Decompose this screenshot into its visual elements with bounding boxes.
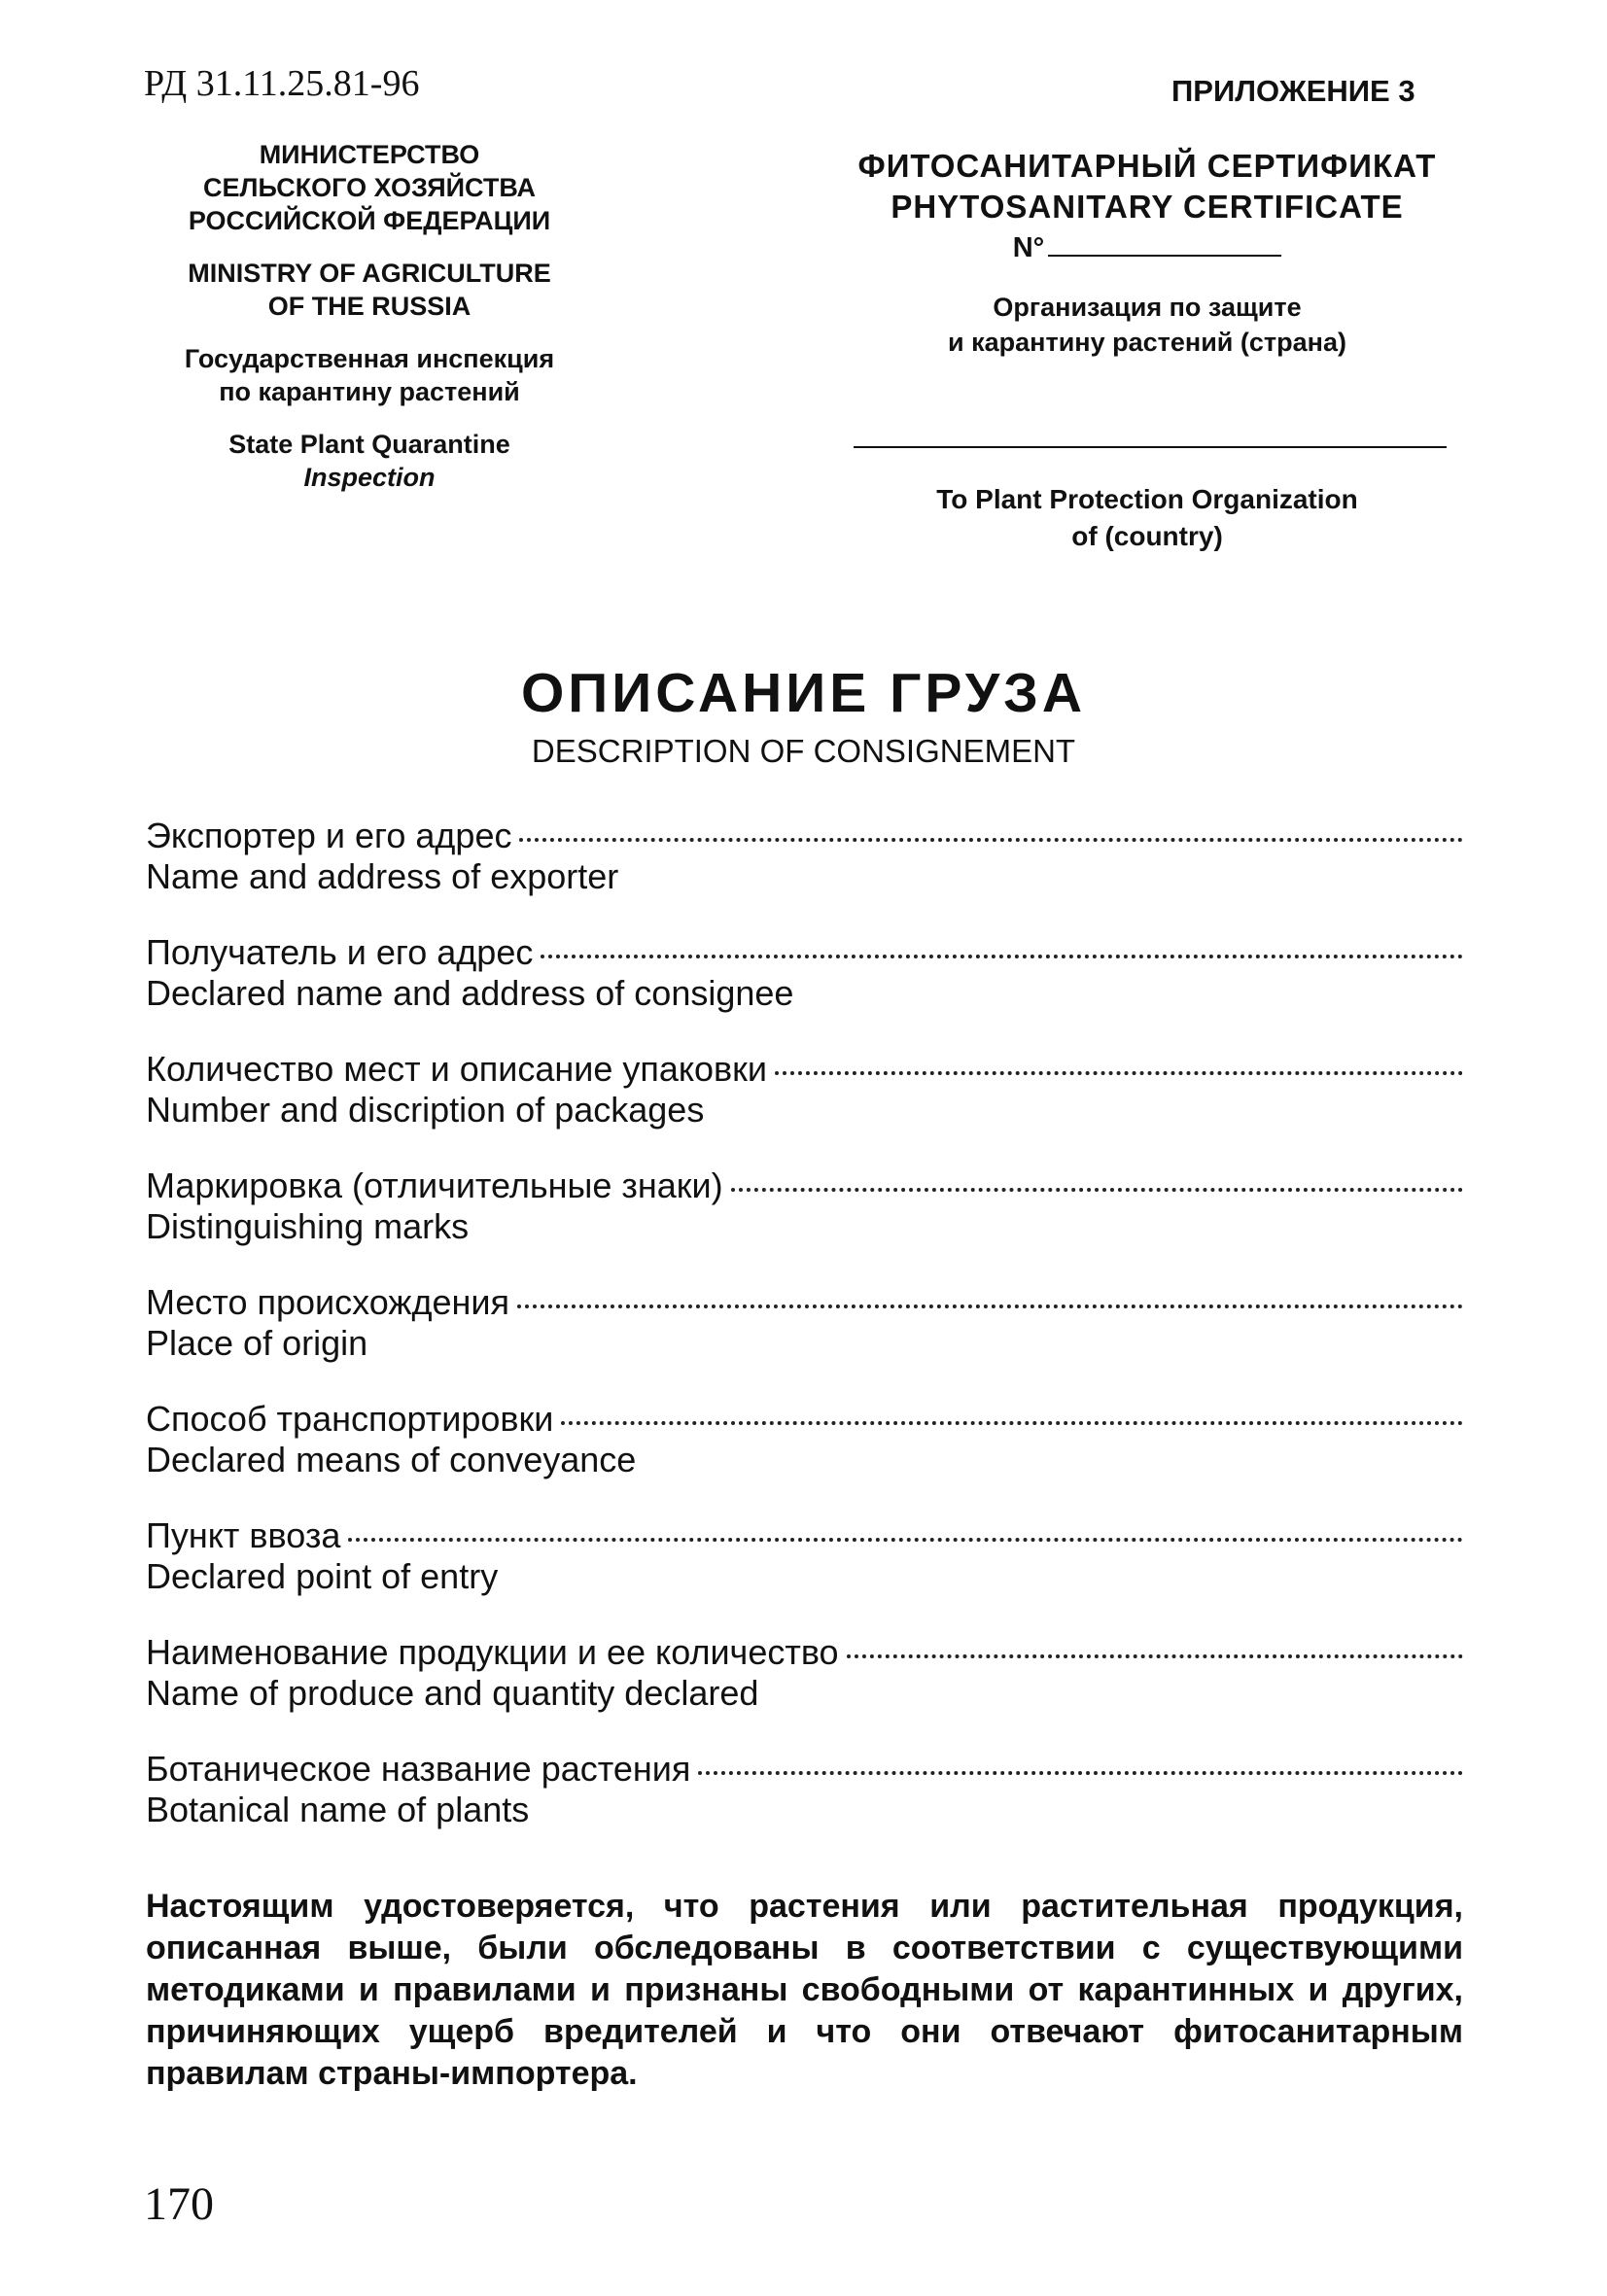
field-label-ru: Количество мест и описание упаковки xyxy=(146,1049,768,1089)
field-label-en: Place of origin xyxy=(146,1323,368,1363)
ministry-ru-line: СЕЛЬСКОГО ХОЗЯЙСТВА xyxy=(203,173,536,202)
consignment-fields xyxy=(146,815,1463,1864)
inspection-ru-line: по карантину растений xyxy=(219,377,520,406)
certificate-header xyxy=(826,146,1468,360)
field-label-en: Declared means of conveyance xyxy=(146,1440,637,1479)
page-number: 170 xyxy=(144,2178,214,2230)
field-label-ru: Экспортер и его адрес xyxy=(146,816,512,855)
field-label-en: Distinguishing marks xyxy=(146,1206,470,1246)
fill-in-line[interactable] xyxy=(348,1538,1463,1542)
organization-en-line: To Plant Protection Organization xyxy=(936,484,1358,514)
ministry-ru xyxy=(126,138,612,237)
ministry-en-line: OF THE RUSSIA xyxy=(267,292,472,321)
inspection-en xyxy=(126,428,612,494)
field-label-ru: Способ транспортировки xyxy=(146,1399,554,1439)
fill-in-line[interactable] xyxy=(698,1771,1463,1775)
field-conveyance xyxy=(146,1398,1463,1479)
organization-ru-line: Организация по защите xyxy=(993,293,1302,322)
certificate-title-ru: ФИТОСАНИТАРНЫЙ СЕРТИФИКАТ xyxy=(857,148,1437,184)
organization-ru xyxy=(826,290,1468,360)
field-label-ru: Получатель и его адрес xyxy=(146,932,534,972)
field-label-en: Declared name and address of consignee xyxy=(146,973,794,1013)
field-label-ru: Маркировка (отличительные знаки) xyxy=(146,1165,723,1205)
inspection-en-line: Inspection xyxy=(303,463,436,492)
field-exporter xyxy=(146,815,1463,896)
number-label: N° xyxy=(1012,232,1045,263)
section-subtitle: DESCRIPTION OF CONSIGNEMENT xyxy=(531,733,1076,769)
fill-in-line[interactable] xyxy=(847,1654,1463,1658)
ministry-ru-line: РОССИЙСКОЙ ФЕДЕРАЦИИ xyxy=(188,206,551,235)
field-label-en: Number and discription of packages xyxy=(146,1090,705,1130)
organization-en-line: of (country) xyxy=(1071,521,1223,551)
appendix-label: ПРИЛОЖЕНИЕ 3 xyxy=(1171,74,1415,108)
section-title: ОПИСАНИЕ ГРУЗА xyxy=(520,662,1087,724)
country-blank-line[interactable] xyxy=(854,446,1447,448)
field-label-en: Botanical name of plants xyxy=(146,1790,530,1829)
ministry-en xyxy=(126,257,612,323)
document-code: РД 31.11.25.81-96 xyxy=(144,63,420,104)
field-label-ru: Ботаническое название растения xyxy=(146,1749,691,1789)
number-blank-line[interactable] xyxy=(1048,229,1281,257)
field-botanical-name xyxy=(146,1748,1463,1829)
certificate-title-en: PHYTOSANITARY CERTIFICATE xyxy=(891,189,1404,225)
field-label-en: Name of produce and quantity declared xyxy=(146,1673,759,1713)
field-produce xyxy=(146,1631,1463,1713)
inspection-ru-line: Государственная инспекция xyxy=(184,344,555,373)
fill-in-line[interactable] xyxy=(561,1421,1463,1425)
ministry-en-line: MINISTRY OF AGRICULTURE xyxy=(188,259,551,288)
field-point-of-entry xyxy=(146,1514,1463,1596)
fill-in-line[interactable] xyxy=(731,1188,1463,1192)
field-label-ru: Пункт ввоза xyxy=(146,1515,341,1555)
field-label-en: Name and address of exporter xyxy=(146,856,619,896)
fill-in-line[interactable] xyxy=(775,1071,1463,1075)
field-packages xyxy=(146,1048,1463,1130)
field-label-ru: Наименование продукции и ее количество xyxy=(146,1632,839,1672)
organization-ru-line: и карантину растений (страна) xyxy=(948,328,1346,357)
inspection-en-line: State Plant Quarantine xyxy=(228,430,510,459)
certification-statement: Настоящим удостоверяется, что растения или растительная продукция, описанная выше, были обследованы в соответствии с существующими методиками и правилами и признаны свободными от карантинных и других, причиняющих ущерб вредителей и что они отвечают фитосанитарным правилам страны-импортера. xyxy=(146,1888,1463,2092)
field-marks xyxy=(146,1165,1463,1246)
field-origin xyxy=(146,1281,1463,1363)
field-consignee xyxy=(146,931,1463,1013)
fill-in-line[interactable] xyxy=(517,1305,1463,1308)
field-label-ru: Место происхождения xyxy=(146,1282,509,1322)
issuer-block xyxy=(126,138,612,513)
inspection-ru xyxy=(126,342,612,408)
fill-in-line[interactable] xyxy=(519,838,1463,842)
field-label-en: Declared point of entry xyxy=(146,1556,499,1596)
certificate-number xyxy=(826,229,1468,264)
organization-en xyxy=(875,481,1419,555)
fill-in-line[interactable] xyxy=(541,955,1463,958)
ministry-ru-line: МИНИСТЕРСТВО xyxy=(259,140,480,169)
